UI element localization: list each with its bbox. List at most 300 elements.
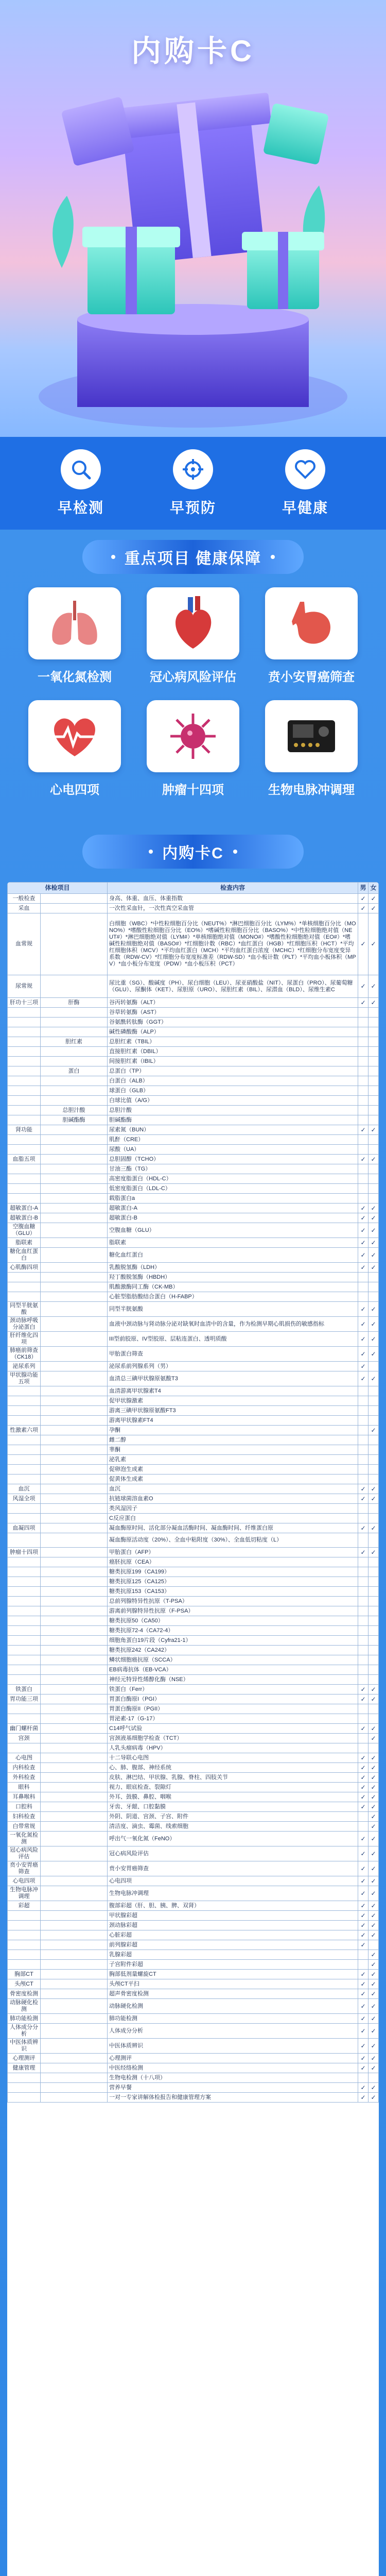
cell-subcategory (41, 2039, 108, 2054)
cell-subcategory (41, 1921, 108, 1930)
cell-subcategory (41, 1606, 108, 1616)
cell-content: 谷草转氨酶（AST） (108, 1008, 358, 1018)
cell-subcategory (41, 2073, 108, 2083)
cell-subcategory (41, 1465, 108, 1475)
cell-category (8, 1743, 41, 1753)
cell-male (358, 1096, 369, 1106)
cell-subcategory (41, 1484, 108, 1494)
cell-category: 冠心病风险评估 (8, 1846, 41, 1861)
cell-male: ✓ (358, 1763, 369, 1773)
cell-content: 促黄体生成素 (108, 1475, 358, 1484)
cell-content: 糖类抗原125（CA125） (108, 1577, 358, 1587)
table-row (8, 1008, 379, 1018)
cell-content: 胃蛋白酶原I（PGI） (108, 1694, 358, 1704)
cell-female: ✓ (369, 1248, 379, 1263)
cell-subcategory (41, 1076, 108, 1086)
table-row (8, 1714, 379, 1724)
table-row (8, 1743, 379, 1753)
cell-female (369, 1445, 379, 1455)
cell-content: 糖类抗原242（CA242） (108, 1646, 358, 1655)
cell-subcategory (41, 1057, 108, 1066)
cell-content: 空腹血糖（GLU） (108, 1223, 358, 1238)
table-row (8, 2024, 379, 2039)
cell-content: 乳腺彩超 (108, 1950, 358, 1960)
cell-content: 铁蛋白（Ferr） (108, 1685, 358, 1694)
cell-subcategory (41, 904, 108, 913)
cell-subcategory (41, 1636, 108, 1646)
cell-female (369, 1145, 379, 1155)
cell-female (369, 1406, 379, 1416)
cell-category (8, 1027, 41, 1037)
cell-male (358, 1164, 369, 1174)
item-coronary-risk (134, 587, 252, 685)
cell-category: 血脂五项 (8, 1155, 41, 1164)
cell-male: ✓ (358, 2054, 369, 2063)
cell-content: 宫颈液基细胞学检查（TCT） (108, 1734, 358, 1743)
cell-category (8, 1960, 41, 1970)
cell-female (369, 1714, 379, 1724)
cell-category: 心肌酶四项 (8, 1263, 41, 1273)
cell-content: C14呼气试验 (108, 1724, 358, 1734)
feature-early-detection (58, 449, 104, 517)
cell-subcategory (41, 1557, 108, 1567)
cell-content: 同型半胱氨酸 (108, 1302, 358, 1317)
cell-category: 泌尿系列 (8, 1362, 41, 1371)
section-title: 内购卡C (162, 845, 224, 862)
cell-subcategory (41, 1930, 108, 1940)
table-row (8, 1557, 379, 1567)
header-dot (271, 555, 275, 559)
cell-male (358, 1445, 369, 1455)
cell-female (369, 1557, 379, 1567)
cell-content: 游离甲状腺素FT4 (108, 1416, 358, 1426)
cell-subcategory (41, 1911, 108, 1921)
cell-content: 抗链球菌溶血素O (108, 1494, 358, 1504)
cell-category (8, 1950, 41, 1960)
cell-content: 凝血酶原活动度（20%）、全血中粘附度（30%）、全血低切粘度（L） (108, 1533, 358, 1548)
table-row (8, 1533, 379, 1548)
cell-category (8, 1940, 41, 1950)
item-bioelectric (252, 700, 371, 798)
cell-male (358, 2073, 369, 2083)
cell-subcategory (41, 1533, 108, 1548)
table-row (8, 1921, 379, 1930)
table-row (8, 2073, 379, 2083)
cell-subcategory (41, 1273, 108, 1282)
cell-female (369, 1066, 379, 1076)
cell-subcategory (41, 1135, 108, 1145)
table-row (8, 2083, 379, 2093)
cell-female (369, 1636, 379, 1646)
table-row (8, 1174, 379, 1184)
table-row (8, 1213, 379, 1223)
feature-label: 早健康 (282, 500, 328, 516)
cell-category (8, 1533, 41, 1548)
cell-category (8, 1184, 41, 1194)
cell-category: 贲小安胃癌筛查 (8, 1861, 41, 1876)
table-row (8, 1135, 379, 1145)
cell-category (8, 1115, 41, 1125)
table-row (8, 1567, 379, 1577)
cell-category: 同型半胱氨酸 (8, 1302, 41, 1317)
cell-female: ✓ (369, 1979, 379, 1989)
cell-content: 超敏蛋白-A (108, 1204, 358, 1213)
table-row (8, 1155, 379, 1164)
package-table-container (7, 882, 379, 2576)
cell-content: 总胆汁酸 (108, 1106, 358, 1115)
cell-subcategory (41, 1426, 108, 1435)
table-row (8, 894, 379, 904)
cell-subcategory (41, 1027, 108, 1037)
cell-male (358, 1066, 369, 1076)
cell-male (358, 1076, 369, 1086)
cell-male: ✓ (358, 1802, 369, 1812)
cell-female: ✓ (369, 1213, 379, 1223)
cell-category (8, 1386, 41, 1396)
cell-male (358, 1174, 369, 1184)
table-row (8, 1655, 379, 1665)
cell-female: ✓ (369, 2039, 379, 2054)
cell-subcategory (41, 1960, 108, 1970)
cell-male: ✓ (358, 1930, 369, 1940)
cell-content: 外阴、阴道、宫颈、子宫、附件 (108, 1812, 358, 1822)
header-item: 体检项目 (8, 883, 108, 894)
cell-female: ✓ (369, 1548, 379, 1557)
cell-subcategory (41, 1861, 108, 1876)
cell-category: 肿瘤十四项 (8, 1548, 41, 1557)
cell-subcategory (41, 1047, 108, 1057)
table-row (8, 1194, 379, 1204)
cell-content: 心脏型脂肪酸结合蛋白（H-FABP） (108, 1292, 358, 1302)
item-gastric-screening (252, 587, 371, 685)
cell-content: 血沉 (108, 1484, 358, 1494)
cell-category: 超敏蛋白-A (8, 1204, 41, 1213)
cell-content: 低密度脂蛋白（LDL-C） (108, 1184, 358, 1194)
cell-category: 骨密度检测 (8, 1989, 41, 1999)
cell-content: 促卵泡生成素 (108, 1465, 358, 1475)
cell-content: 总蛋白（TP） (108, 1066, 358, 1076)
cell-content: 冠心病风险评估 (108, 1846, 358, 1861)
cell-subcategory (41, 1763, 108, 1773)
cell-content: 甲胎蛋白筛查 (108, 1347, 358, 1362)
cell-subcategory (41, 1665, 108, 1675)
table-row (8, 1184, 379, 1194)
cell-female: ✓ (369, 1694, 379, 1704)
cell-category: 幽门螺杆菌 (8, 1724, 41, 1734)
cell-subcategory (41, 1886, 108, 1901)
cell-male: ✓ (358, 1876, 369, 1886)
cell-subcategory (41, 1248, 108, 1263)
cell-male (358, 1292, 369, 1302)
cell-subcategory (41, 1970, 108, 1979)
cell-male: ✓ (358, 1724, 369, 1734)
cell-male (358, 1135, 369, 1145)
cell-content: 一次性采血针，一次性真空采血管 (108, 904, 358, 913)
cell-subcategory (41, 1901, 108, 1911)
cell-female (369, 1675, 379, 1685)
cell-category: 心理测评 (8, 2054, 41, 2063)
cell-female (369, 1940, 379, 1950)
cell-content: 清洁度、滴虫、霉菌、线索细胞 (108, 1822, 358, 1832)
cell-subcategory (41, 1494, 108, 1504)
cell-male (358, 1037, 369, 1047)
table-row (8, 1753, 379, 1763)
cell-female (369, 1465, 379, 1475)
cell-female (369, 1655, 379, 1665)
cell-subcategory (41, 1184, 108, 1194)
cell-female: ✓ (369, 1999, 379, 2014)
cell-content: 乳酸脱氢酶（LDH） (108, 1263, 358, 1273)
cell-female: ✓ (369, 1886, 379, 1901)
cell-subcategory (41, 1950, 108, 1960)
cell-category (8, 1636, 41, 1646)
cell-category: 颈动脉呼吸分泌蛋白 (8, 1317, 41, 1332)
cell-female (369, 1273, 379, 1282)
cell-category (8, 1057, 41, 1066)
cell-male (358, 1812, 369, 1822)
table-row (8, 2014, 379, 2024)
cell-category (8, 1577, 41, 1587)
cell-content: 营养早餐 (108, 2083, 358, 2093)
cell-content: 脂联素 (108, 1238, 358, 1248)
header-female: 女 (369, 883, 379, 894)
cell-male (358, 1665, 369, 1675)
cell-female (369, 1533, 379, 1548)
cell-female (369, 1616, 379, 1626)
cell-male (358, 1027, 369, 1037)
cell-category (8, 1076, 41, 1086)
cell-content: 颈动脉彩超 (108, 1921, 358, 1930)
table-row (8, 1347, 379, 1362)
cell-male: ✓ (358, 1204, 369, 1213)
package-table (7, 882, 379, 2103)
cell-category (8, 1018, 41, 1027)
cell-male: ✓ (358, 913, 369, 975)
cell-content: 胸部低剂量螺旋CT (108, 1970, 358, 1979)
cell-male (358, 1184, 369, 1194)
cell-subcategory (41, 1783, 108, 1792)
table-row (8, 1292, 379, 1302)
cell-subcategory (41, 1876, 108, 1886)
cell-female (369, 1194, 379, 1204)
table-row (8, 1504, 379, 1514)
cell-female (369, 1076, 379, 1086)
cell-male: ✓ (358, 1155, 369, 1164)
table-row (8, 1416, 379, 1426)
cell-category: 血凝四项 (8, 1523, 41, 1533)
cell-subcategory (41, 1567, 108, 1577)
cell-content: 间接胆红素（IBIL） (108, 1057, 358, 1066)
cell-subcategory (41, 1724, 108, 1734)
table-row (8, 998, 379, 1008)
cell-content: 尿酸（UA） (108, 1145, 358, 1155)
table-row (8, 1027, 379, 1037)
cell-subcategory: 总胆汁酸 (41, 1106, 108, 1115)
cell-female (369, 1646, 379, 1655)
table-row (8, 1822, 379, 1832)
cell-subcategory (41, 1292, 108, 1302)
cell-subcategory (41, 1577, 108, 1587)
cell-male: ✓ (358, 1223, 369, 1238)
cell-content: 甲状腺彩超 (108, 1911, 358, 1921)
cell-subcategory (41, 913, 108, 975)
cell-content: 腹部彩超（肝、胆、胰、脾、双肾） (108, 1901, 358, 1911)
cell-subcategory (41, 1317, 108, 1332)
cell-category: 眼科 (8, 1783, 41, 1792)
table-row (8, 1057, 379, 1066)
cell-category: 肝纤维化四项 (8, 1332, 41, 1347)
table-row (8, 1763, 379, 1773)
cell-category (8, 1086, 41, 1096)
cell-content: 泌乳素 (108, 1455, 358, 1465)
cell-category: 一般检查 (8, 894, 41, 904)
table-row (8, 1223, 379, 1238)
cell-category: 风湿全项 (8, 1494, 41, 1504)
cell-female (369, 1027, 379, 1037)
cell-female: ✓ (369, 1812, 379, 1822)
cell-content: 癌胚抗原（CEA） (108, 1557, 358, 1567)
cell-content: 心、肺、腹部、神经系统 (108, 1763, 358, 1773)
cell-female (369, 1164, 379, 1174)
cell-category: 空腹血糖（GLU） (8, 1223, 41, 1238)
cell-male: ✓ (358, 1213, 369, 1223)
cell-subcategory (41, 2024, 108, 2039)
feature-strip (0, 437, 386, 530)
table-row (8, 1282, 379, 1292)
cell-category: 肝功十三项 (8, 998, 41, 1008)
cell-female: ✓ (369, 1125, 379, 1135)
cell-subcategory (41, 1213, 108, 1223)
table-row (8, 1960, 379, 1970)
table-header-row (8, 883, 379, 894)
cell-category: 超敏蛋白-B (8, 1213, 41, 1223)
cell-content: 白细胞（WBC）*中性粒细胞百分比（NEUT%）*淋巴细胞百分比（LYM%）*单核细胞百分比（MONO%）*嗜酸性粒细胞百分比（EO%）*嗜碱性粒细胞百分比（BASO%）*中性粒细胞绝对值（NEUT#）*淋巴细胞绝对值（LYM#）*单核细胞绝对值（MONO#）*嗜酸性粒细胞绝对值（EO#）*嗜碱性粒细胞绝对值（BASO#）*红细胞计数（RBC）*血红蛋白（HGB）*红细胞压积（HCT）*平均红细胞体积（MCV）*平均血红蛋白（MCH）*平均血红蛋白浓度（MCHC）*红细胞分布宽度变异系数（RDW-CV）*红细胞分布宽度标准差（RDW-SD）*血小板计数（PLT）*平均血小板体积（MPV）*血小板分布宽度（PDW）*血小板压积（PCT） (108, 913, 358, 975)
cell-female: ✓ (369, 2083, 379, 2093)
cell-subcategory (41, 1743, 108, 1753)
cell-category (8, 1164, 41, 1174)
cell-content: 类风湿因子 (108, 1504, 358, 1514)
cell-male (358, 1557, 369, 1567)
cell-male (358, 1282, 369, 1292)
header-dot (111, 555, 115, 559)
cell-content: 尿素氮（BUN） (108, 1125, 358, 1135)
cell-category: 彩超 (8, 1901, 41, 1911)
cell-female: ✓ (369, 1802, 379, 1812)
cell-content: 游离三碘甲状腺原氨酸FT3 (108, 1406, 358, 1416)
cell-male: ✓ (358, 1523, 369, 1533)
cell-male: ✓ (358, 1861, 369, 1876)
cell-category (8, 1606, 41, 1616)
table-row (8, 1248, 379, 1263)
cell-category: 胃功能三项 (8, 1694, 41, 1704)
cell-category: 一氧化氮检测 (8, 1832, 41, 1846)
cell-category: 头颅CT (8, 1979, 41, 1989)
cell-subcategory (41, 1523, 108, 1533)
cell-male: ✓ (358, 1302, 369, 1317)
table-row (8, 1812, 379, 1822)
table-row (8, 1317, 379, 1332)
table-row (8, 1970, 379, 1979)
hero-banner (0, 0, 386, 438)
table-row (8, 1263, 379, 1273)
cell-subcategory (41, 1347, 108, 1362)
cell-female (369, 1416, 379, 1426)
cell-female (369, 1455, 379, 1465)
table-row (8, 1238, 379, 1248)
table-row (8, 1911, 379, 1921)
cell-category (8, 1396, 41, 1406)
cell-category: 心电四项 (8, 1876, 41, 1886)
cell-female: ✓ (369, 1876, 379, 1886)
lungs-icon (28, 587, 121, 659)
cell-female: ✓ (369, 913, 379, 975)
cell-content: 胃蛋白酶原II（PGII） (108, 1704, 358, 1714)
cell-male (358, 1047, 369, 1057)
cell-female: ✓ (369, 904, 379, 913)
cell-female (369, 1135, 379, 1145)
cell-male: ✓ (358, 1989, 369, 1999)
table-row (8, 1494, 379, 1504)
table-row (8, 1371, 379, 1386)
table-row (8, 1704, 379, 1714)
cell-category: 外科检查 (8, 1773, 41, 1783)
cell-category (8, 1465, 41, 1475)
cell-male (358, 1734, 369, 1743)
device-icon (265, 700, 358, 772)
cell-female: ✓ (369, 894, 379, 904)
cell-male (358, 1455, 369, 1465)
cell-subcategory (41, 1704, 108, 1714)
cell-subcategory (41, 1362, 108, 1371)
cell-female: ✓ (369, 1347, 379, 1362)
cell-category: 肺癌前筛查（CK18） (8, 1347, 41, 1362)
cell-male: ✓ (358, 1317, 369, 1332)
cell-male: ✓ (358, 1783, 369, 1792)
table-row (8, 1616, 379, 1626)
header-content: 检查内容 (108, 883, 358, 894)
table-row (8, 1940, 379, 1950)
cell-content: 牙齿、牙龈、口腔黏膜 (108, 1802, 358, 1812)
cell-female: ✓ (369, 1792, 379, 1802)
cell-female: ✓ (369, 2014, 379, 2024)
cell-content: 一对一专家讲解体检报告和健康管理方案 (108, 2093, 358, 2103)
cell-female: ✓ (369, 1685, 379, 1694)
cell-subcategory (41, 1812, 108, 1822)
cell-subcategory (41, 1802, 108, 1812)
cell-category: 内科检查 (8, 1763, 41, 1773)
cell-content: 游离前列腺特异性抗原（F-PSA） (108, 1606, 358, 1616)
cell-female (369, 1057, 379, 1066)
cell-male: ✓ (358, 1694, 369, 1704)
cell-content: 血清游离甲状腺素T4 (108, 1386, 358, 1396)
cell-content: 心电四项 (108, 1876, 358, 1886)
cell-content: 生物电脉冲调理 (108, 1886, 358, 1901)
cell-subcategory (41, 1396, 108, 1406)
cell-male (358, 1675, 369, 1685)
table-row (8, 1406, 379, 1416)
cell-female (369, 1386, 379, 1396)
item-label: 一氧化氮检测 (38, 670, 112, 684)
cell-content: 糖类抗原153（CA153） (108, 1587, 358, 1597)
cell-category (8, 1626, 41, 1636)
item-nitric-oxide (15, 587, 134, 685)
cell-category (8, 1008, 41, 1018)
cell-female (369, 1577, 379, 1587)
cell-female (369, 1665, 379, 1675)
cell-subcategory (41, 1435, 108, 1445)
cell-category (8, 1273, 41, 1282)
table-row (8, 1548, 379, 1557)
